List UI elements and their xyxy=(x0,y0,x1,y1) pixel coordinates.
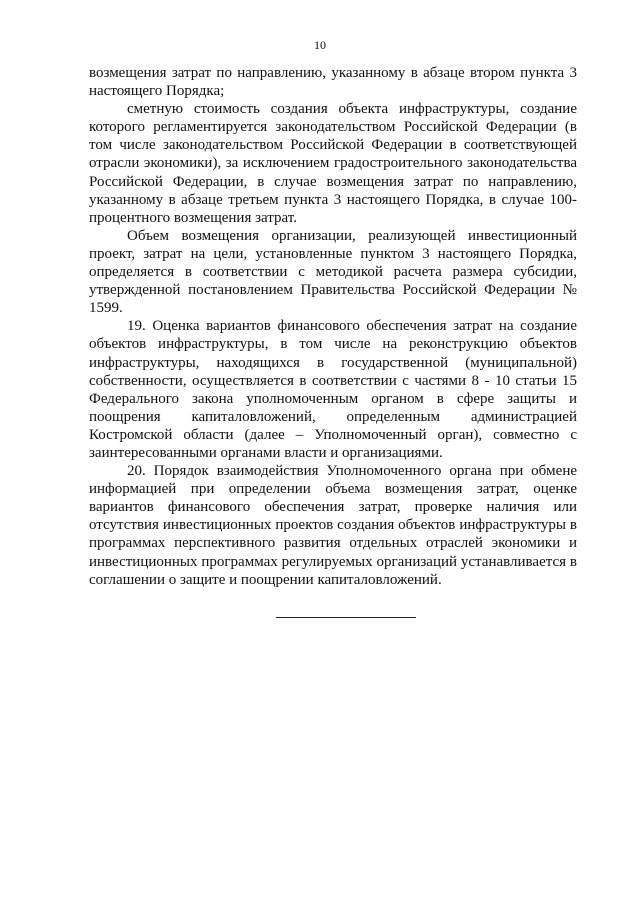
paragraph-reimbursement-volume: Объем возмещения организации, реализующей инвестиционный проект, затрат на цели, установленные пунктом 3 настоящего Порядка, определяется в соответствии с методикой расчета размера субсидии, утвержденной постановлением Правительства Российской Федерации № 1599. xyxy=(89,227,577,317)
paragraph-continuation: возмещения затрат по направлению, указанному в абзаце втором пункта 3 настоящего Порядка; xyxy=(89,65,577,100)
paragraph-estimate-cost: сметную стоимость создания объекта инфраструктуры, создание которого регламентируется законодательством Российской Федерации (в том числе законодательством Российской Федерации в соответствующей отрасли экономики), за исключением градостроительного законодательства Российской Федерации, в случае возмещения затрат по направлению, указанному в абзаце третьем пункта 3 настоящего Порядка, в случае 100-процентного возмещения затрат. xyxy=(89,101,577,226)
paragraph-item-20: 20. Порядок взаимодействия Уполномоченного органа при обмене информацией при определении объема возмещения затрат, оценке вариантов финансового обеспечения затрат, проверке наличия или отсутствия инвестиционных проектов создания объектов инфраструктуры в программах перспективного развития отдельных отраслей экономики и инвестиционных программах регулируемых организаций устанавливается в соглашении о защите и поощрении капиталовложений. xyxy=(89,463,577,588)
page-number: 10 xyxy=(314,38,326,52)
end-of-text-rule xyxy=(276,617,416,618)
document-body xyxy=(89,64,577,589)
paragraph-item-19: 19. Оценка вариантов финансового обеспечения затрат на создание объектов инфраструктуры, в том числе на реконструкцию объектов инфраструктуры, находящихся в государственной (муниципальной) собственности, осуществляется в соответствии с частями 8 - 10 статьи 15 Федерального закона уполномоченным органом в сфере защиты и поощрения капиталовложений, определенным администрацией Костромской области (далее – Уполномоченный орган), совместно с заинтересованными органами власти и организациями. xyxy=(89,318,577,461)
